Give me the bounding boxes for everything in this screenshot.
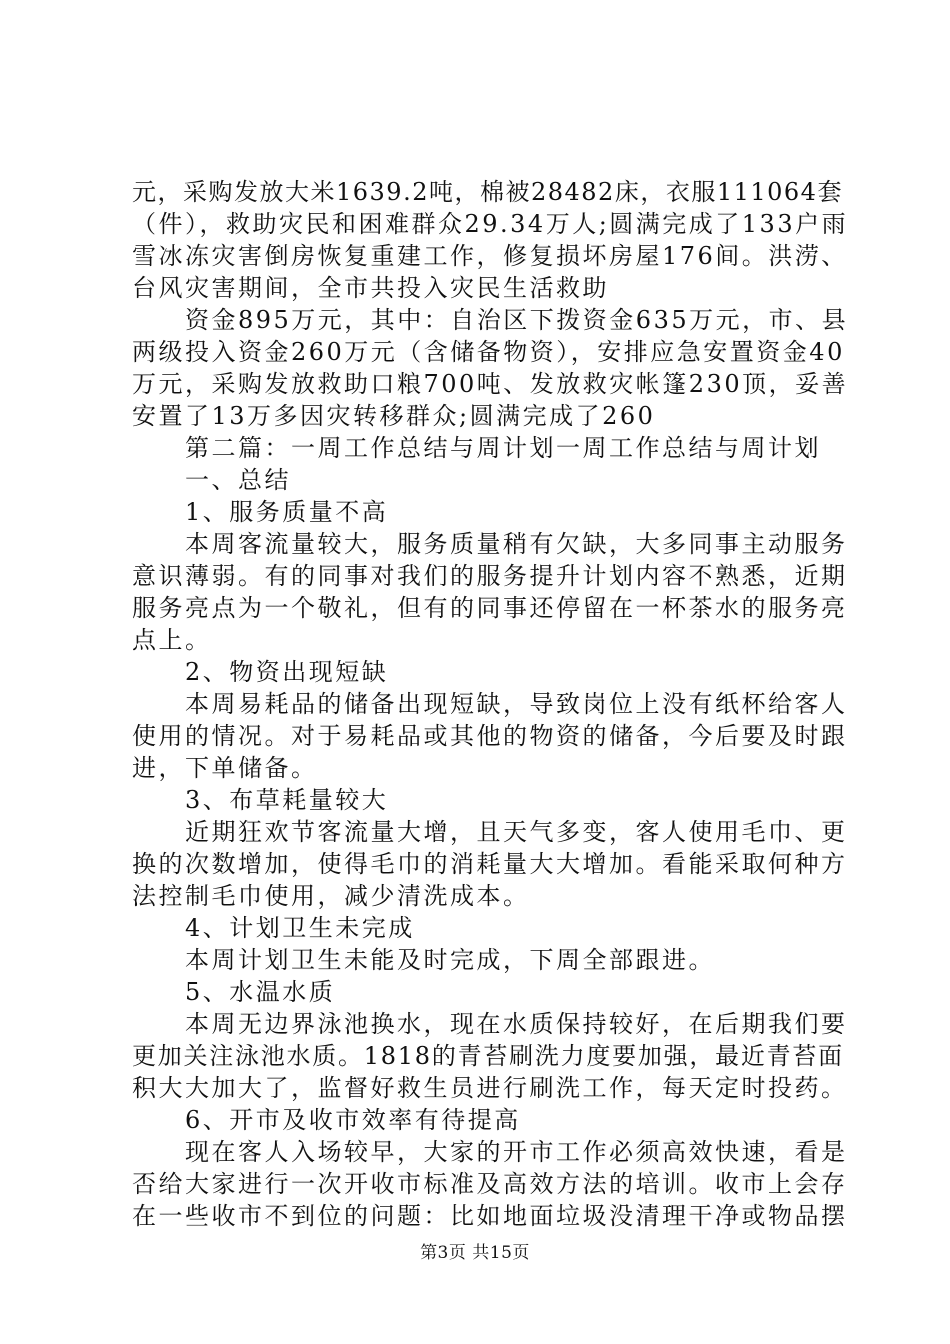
text-line: 台风灾害期间，全市共投入灾民生活救助 (132, 274, 609, 302)
text-line: 点上。 (132, 626, 212, 654)
text-line: 雪冰冻灾害倒房恢复重建工作，修复损坏房屋176间。洪涝、 (132, 242, 848, 270)
text-line: 意识薄弱。有的同事对我们的服务提升计划内容不熟悉，近期 (132, 562, 848, 590)
text-line: 现在客人入场较早，大家的开市工作必须高效快速，看是 (132, 1138, 848, 1166)
text-line: 否给大家进行一次开收市标准及高效方法的培训。收市上会存 (132, 1170, 848, 1198)
text-line: 换的次数增加，使得毛巾的消耗量大大增加。看能采取何种方 (132, 850, 848, 878)
text-line: 万元，采购发放救助口粮700吨、发放救灾帐篷230顶，妥善 (132, 370, 849, 398)
document-body (132, 176, 849, 1232)
text-line: 安置了13万多因灾转移群众;圆满完成了260 (132, 402, 656, 430)
text-line: 两级投入资金260万元（含储备物资），安排应急安置资金40 (132, 338, 845, 366)
subheading: 1、服务质量不高 (132, 498, 389, 526)
text-line: 资金895万元，其中：自治区下拨资金635万元，市、县 (132, 306, 849, 334)
text-line: 法控制毛巾使用，减少清洗成本。 (132, 882, 530, 910)
text-line: 本周易耗品的储备出现短缺，导致岗位上没有纸杯给客人 (132, 690, 848, 718)
text-line: 进，下单储备。 (132, 754, 318, 782)
subheading: 一、总结 (132, 466, 291, 494)
text-line: 服务亮点为一个敬礼，但有的同事还停留在一杯茶水的服务亮 (132, 594, 848, 622)
section-heading: 第二篇：一周工作总结与周计划一周工作总结与周计划 (132, 434, 821, 462)
text-line: 本周无边界泳池换水，现在水质保持较好，在后期我们要 (132, 1010, 848, 1038)
page-number-footer: 第3页 共15页 (420, 1243, 530, 1263)
subheading: 6、开市及收市效率有待提高 (132, 1106, 521, 1134)
text-line: 近期狂欢节客流量大增，且天气多变，客人使用毛巾、更 (132, 818, 848, 846)
text-line: 使用的情况。对于易耗品或其他的物资的储备，今后要及时跟 (132, 722, 848, 750)
text-line: 在一些收市不到位的问题：比如地面垃圾没清理干净或物品摆 (132, 1202, 848, 1230)
text-line: 本周客流量较大，服务质量稍有欠缺，大多同事主动服务 (132, 530, 848, 558)
text-line: （件），救助灾民和困难群众29.34万人;圆满完成了133户雨 (132, 210, 849, 238)
subheading: 5、水温水质 (132, 978, 336, 1006)
subheading: 4、计划卫生未完成 (132, 914, 415, 942)
text-line: 积大大加大了，监督好救生员进行刷洗工作，每天定时投药。 (132, 1074, 848, 1102)
text-line: 本周计划卫生未能及时完成，下周全部跟进。 (132, 946, 715, 974)
text-line: 元，采购发放大米1639.2吨，棉被28482床，衣服111064套 (132, 178, 843, 206)
subheading: 3、布草耗量较大 (132, 786, 389, 814)
text-line: 更加关注泳池水质。1818的青苔刷洗力度要加强，最近青苔面 (132, 1042, 844, 1070)
subheading: 2、物资出现短缺 (132, 658, 389, 686)
